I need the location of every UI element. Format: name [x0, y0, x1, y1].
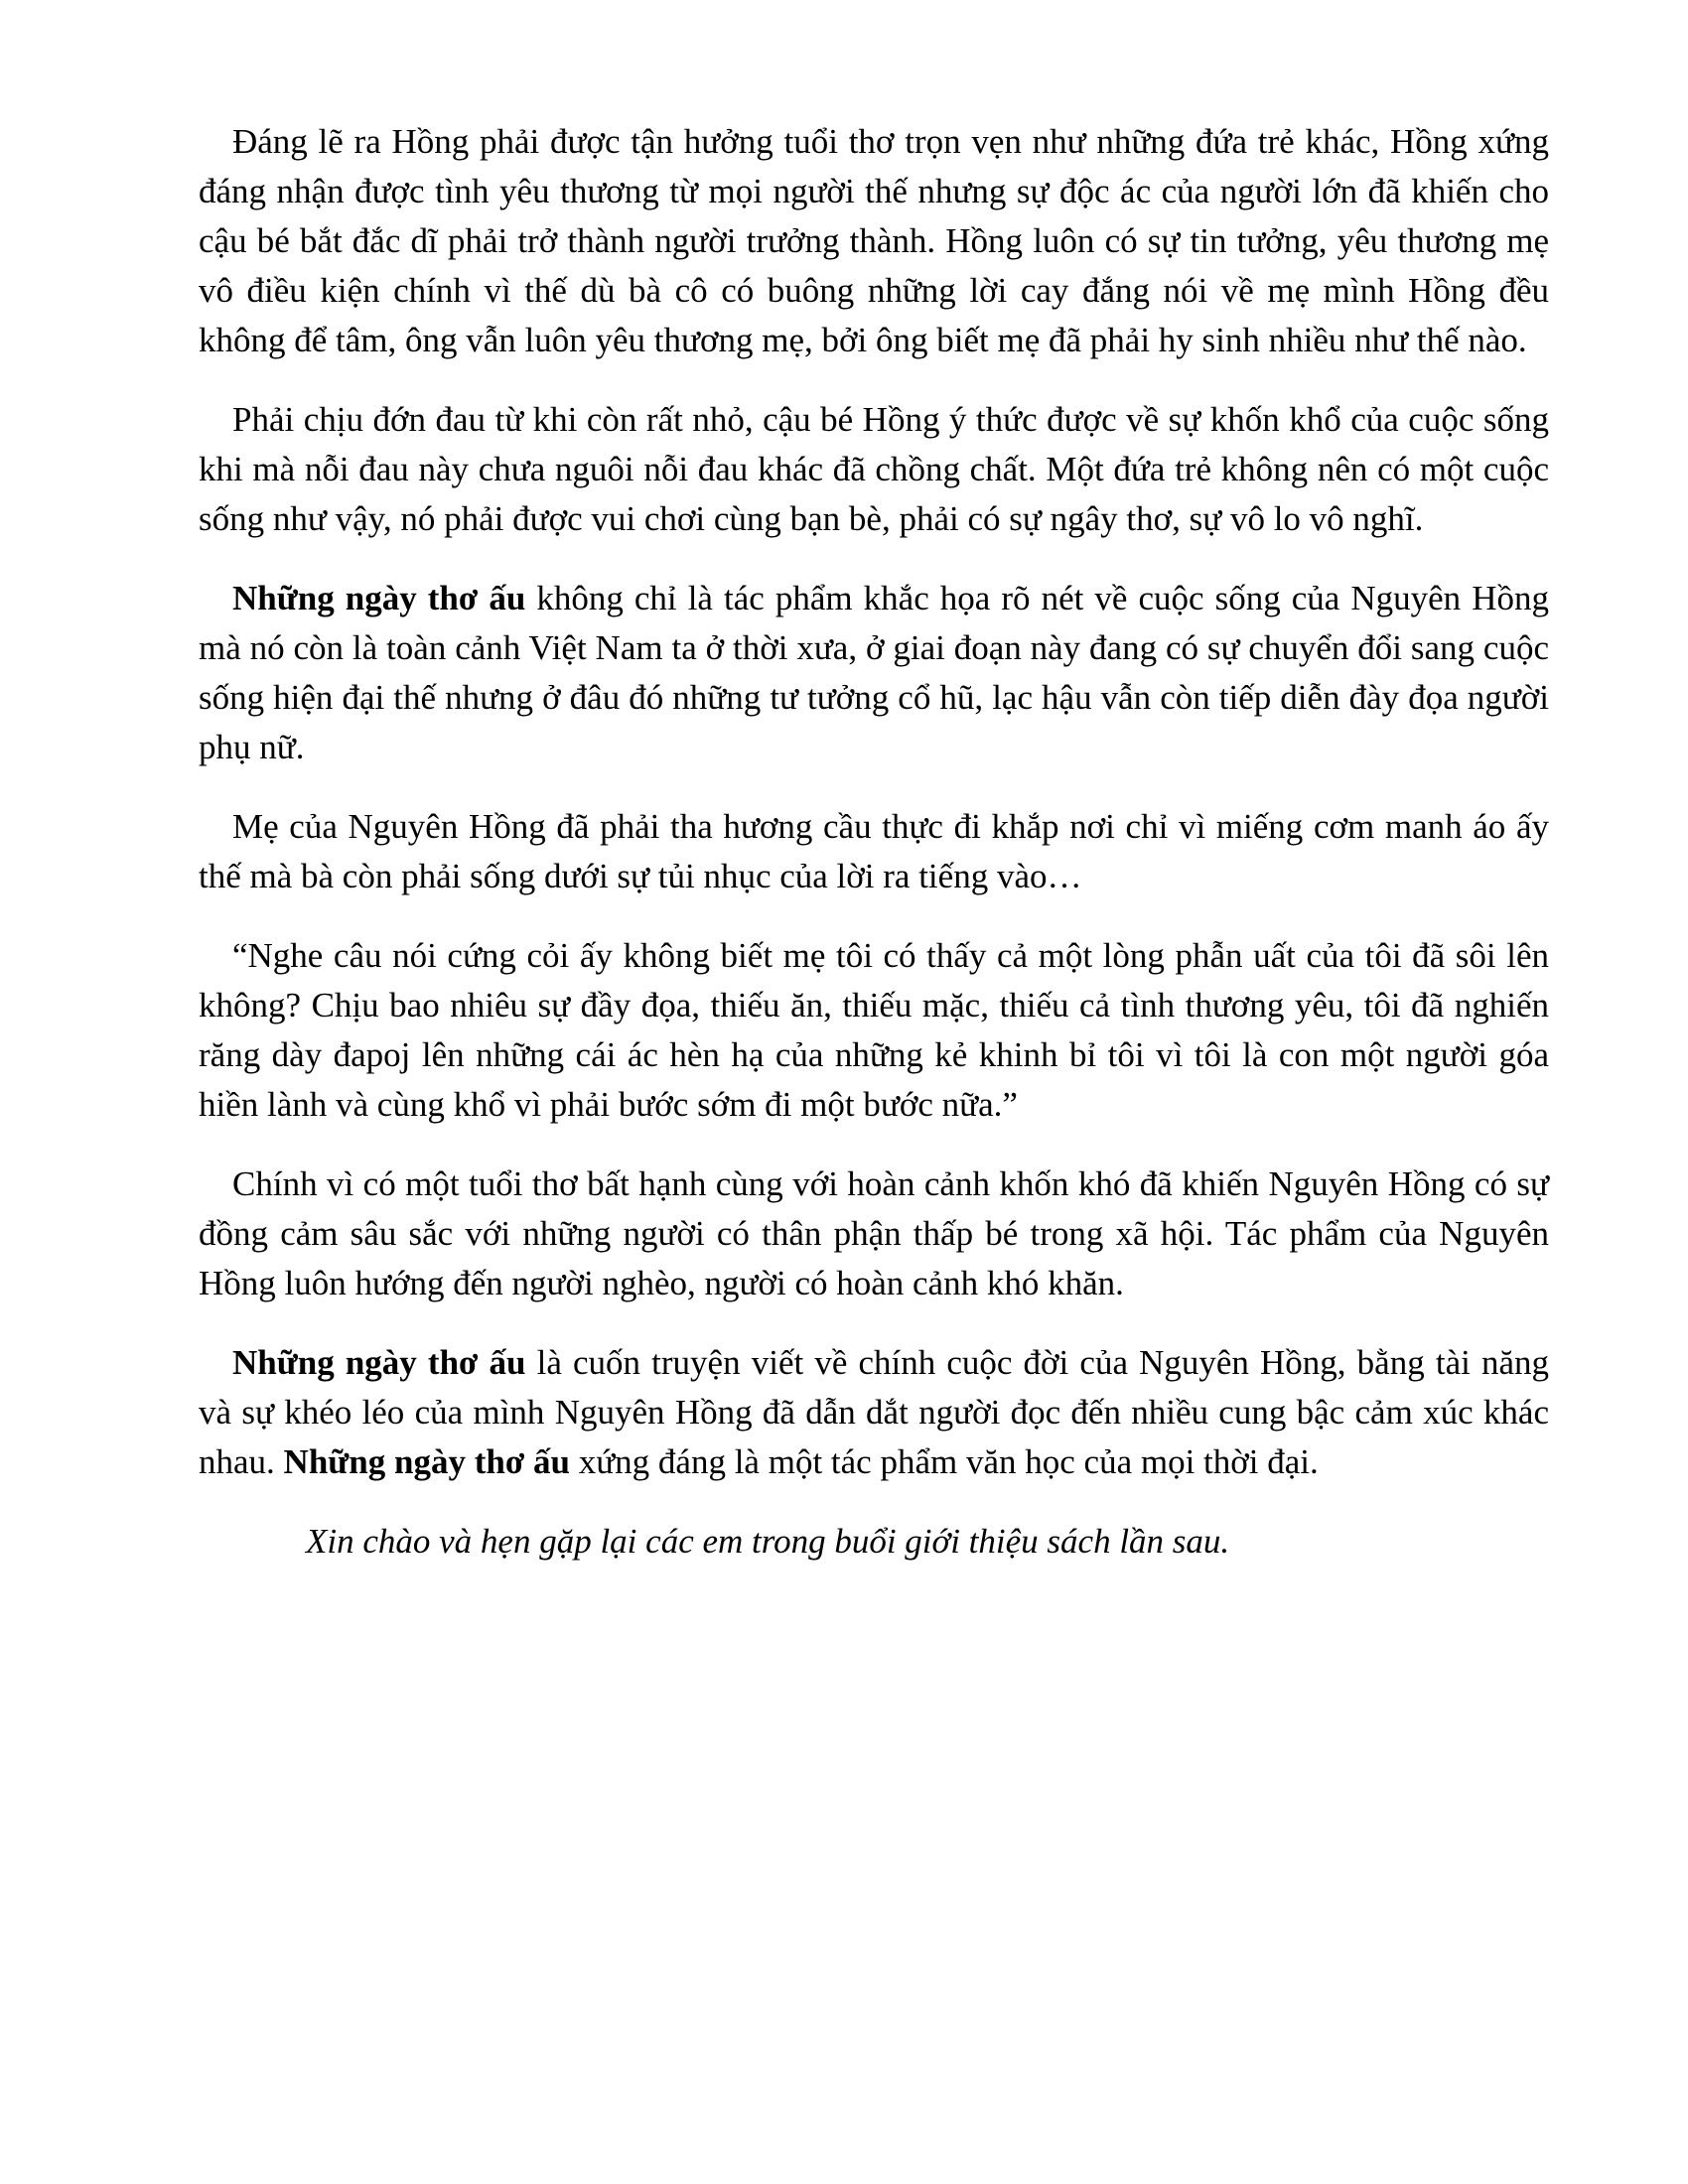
paragraph-text: không chỉ là tác phẩm khắc họa rõ nét về cuộc sống của Nguyên Hồng mà nó còn là toàn cảnh Việt Nam ta ở thời xưa, ở giai đoạn này đang có sự chuyển đổi sang cuộc sống hiện đại thế nhưng ở đâu đó những tư tưởng cổ hũ, lạc hậu vẫn còn tiếp diễn đày đọa người phụ nữ.: [199, 579, 1549, 766]
book-title: Những ngày thơ ấu: [283, 1442, 570, 1481]
book-title: Những ngày thơ ấu: [232, 1343, 526, 1382]
book-title: Những ngày thơ ấu: [232, 579, 526, 617]
paragraph-6: [199, 1160, 1549, 1308]
paragraph-4: [199, 802, 1549, 901]
paragraph-1: [199, 117, 1549, 365]
paragraph-2: [199, 395, 1549, 544]
paragraph-text: Phải chịu đớn đau từ khi còn rất nhỏ, cậu bé Hồng ý thức được về sự khốn khổ của cuộc sống khi mà nỗi đau này chưa nguôi nỗi đau khác đã chồng chất. Một đứa trẻ không nên có một cuộc sống như vậy, nó phải được vui chơi cùng bạn bè, phải có sự ngây thơ, sự vô lo vô nghĩ.: [199, 400, 1549, 538]
paragraph-text: Chính vì có một tuổi thơ bất hạnh cùng với hoàn cảnh khốn khó đã khiến Nguyên Hồng có sự đồng cảm sâu sắc với những người có thân phận thấp bé trong xã hội. Tác phẩm của Nguyên Hồng luôn hướng đến người nghèo, người có hoàn cảnh khó khăn.: [199, 1164, 1549, 1302]
quote-paragraph: [199, 931, 1549, 1130]
paragraph-text: Đáng lẽ ra Hồng phải được tận hưởng tuổi thơ trọn vẹn như những đứa trẻ khác, Hồng xứng đáng nhận được tình yêu thương từ mọi người thế nhưng sự độc ác của người lớn đã khiến cho cậu bé bắt đắc dĩ phải trở thành người trưởng thành. Hồng luôn có sự tin tưởng, yêu thương mẹ vô điều kiện chính vì thế dù bà cô có buông những lời cay đắng nói về mẹ mình Hồng đều không để tâm, ông vẫn luôn yêu thương mẹ, bởi ông biết mẹ đã phải hy sinh nhiều như thế nào.: [199, 122, 1549, 359]
quote-text: “Nghe câu nói cứng cỏi ấy không biết mẹ tôi có thấy cả một lòng phẫn uất của tôi đã sôi lên không? Chịu bao nhiêu sự đầy đọa, thiếu ăn, thiếu mặc, thiếu cả tình thương yêu, tôi đã nghiến răng dày đapoj lên những cái ác hèn hạ của những kẻ khinh bỉ tôi vì tôi là con một người góa hiền lành và cùng khổ vì phải bước sớm đi một bước nữa.”: [199, 936, 1549, 1124]
paragraph-text: Mẹ của Nguyên Hồng đã phải tha hương cầu thực đi khắp nơi chỉ vì miếng cơm manh áo ấy thế mà bà còn phải sống dưới sự tủi nhục của lời ra tiếng vào…: [199, 807, 1549, 895]
paragraph-text: xứng đáng là một tác phẩm văn học của mọi thời đại.: [569, 1442, 1319, 1481]
document-page: [199, 117, 1549, 1567]
paragraph-7: [199, 1338, 1549, 1487]
paragraph-text: là cuốn truyện viết về chính cuộc đời của Nguyên Hồng, bằng tài năng và sự khéo léo của mình Nguyên Hồng đã dẫn dắt người đọc đến nhiều cung bậc cảm xúc khác nhau.: [199, 1343, 1549, 1481]
closing-line: Xin chào và hẹn gặp lại các em trong buổi giới thiệu sách lần sau.: [306, 1522, 1230, 1561]
paragraph-3: [199, 574, 1549, 772]
